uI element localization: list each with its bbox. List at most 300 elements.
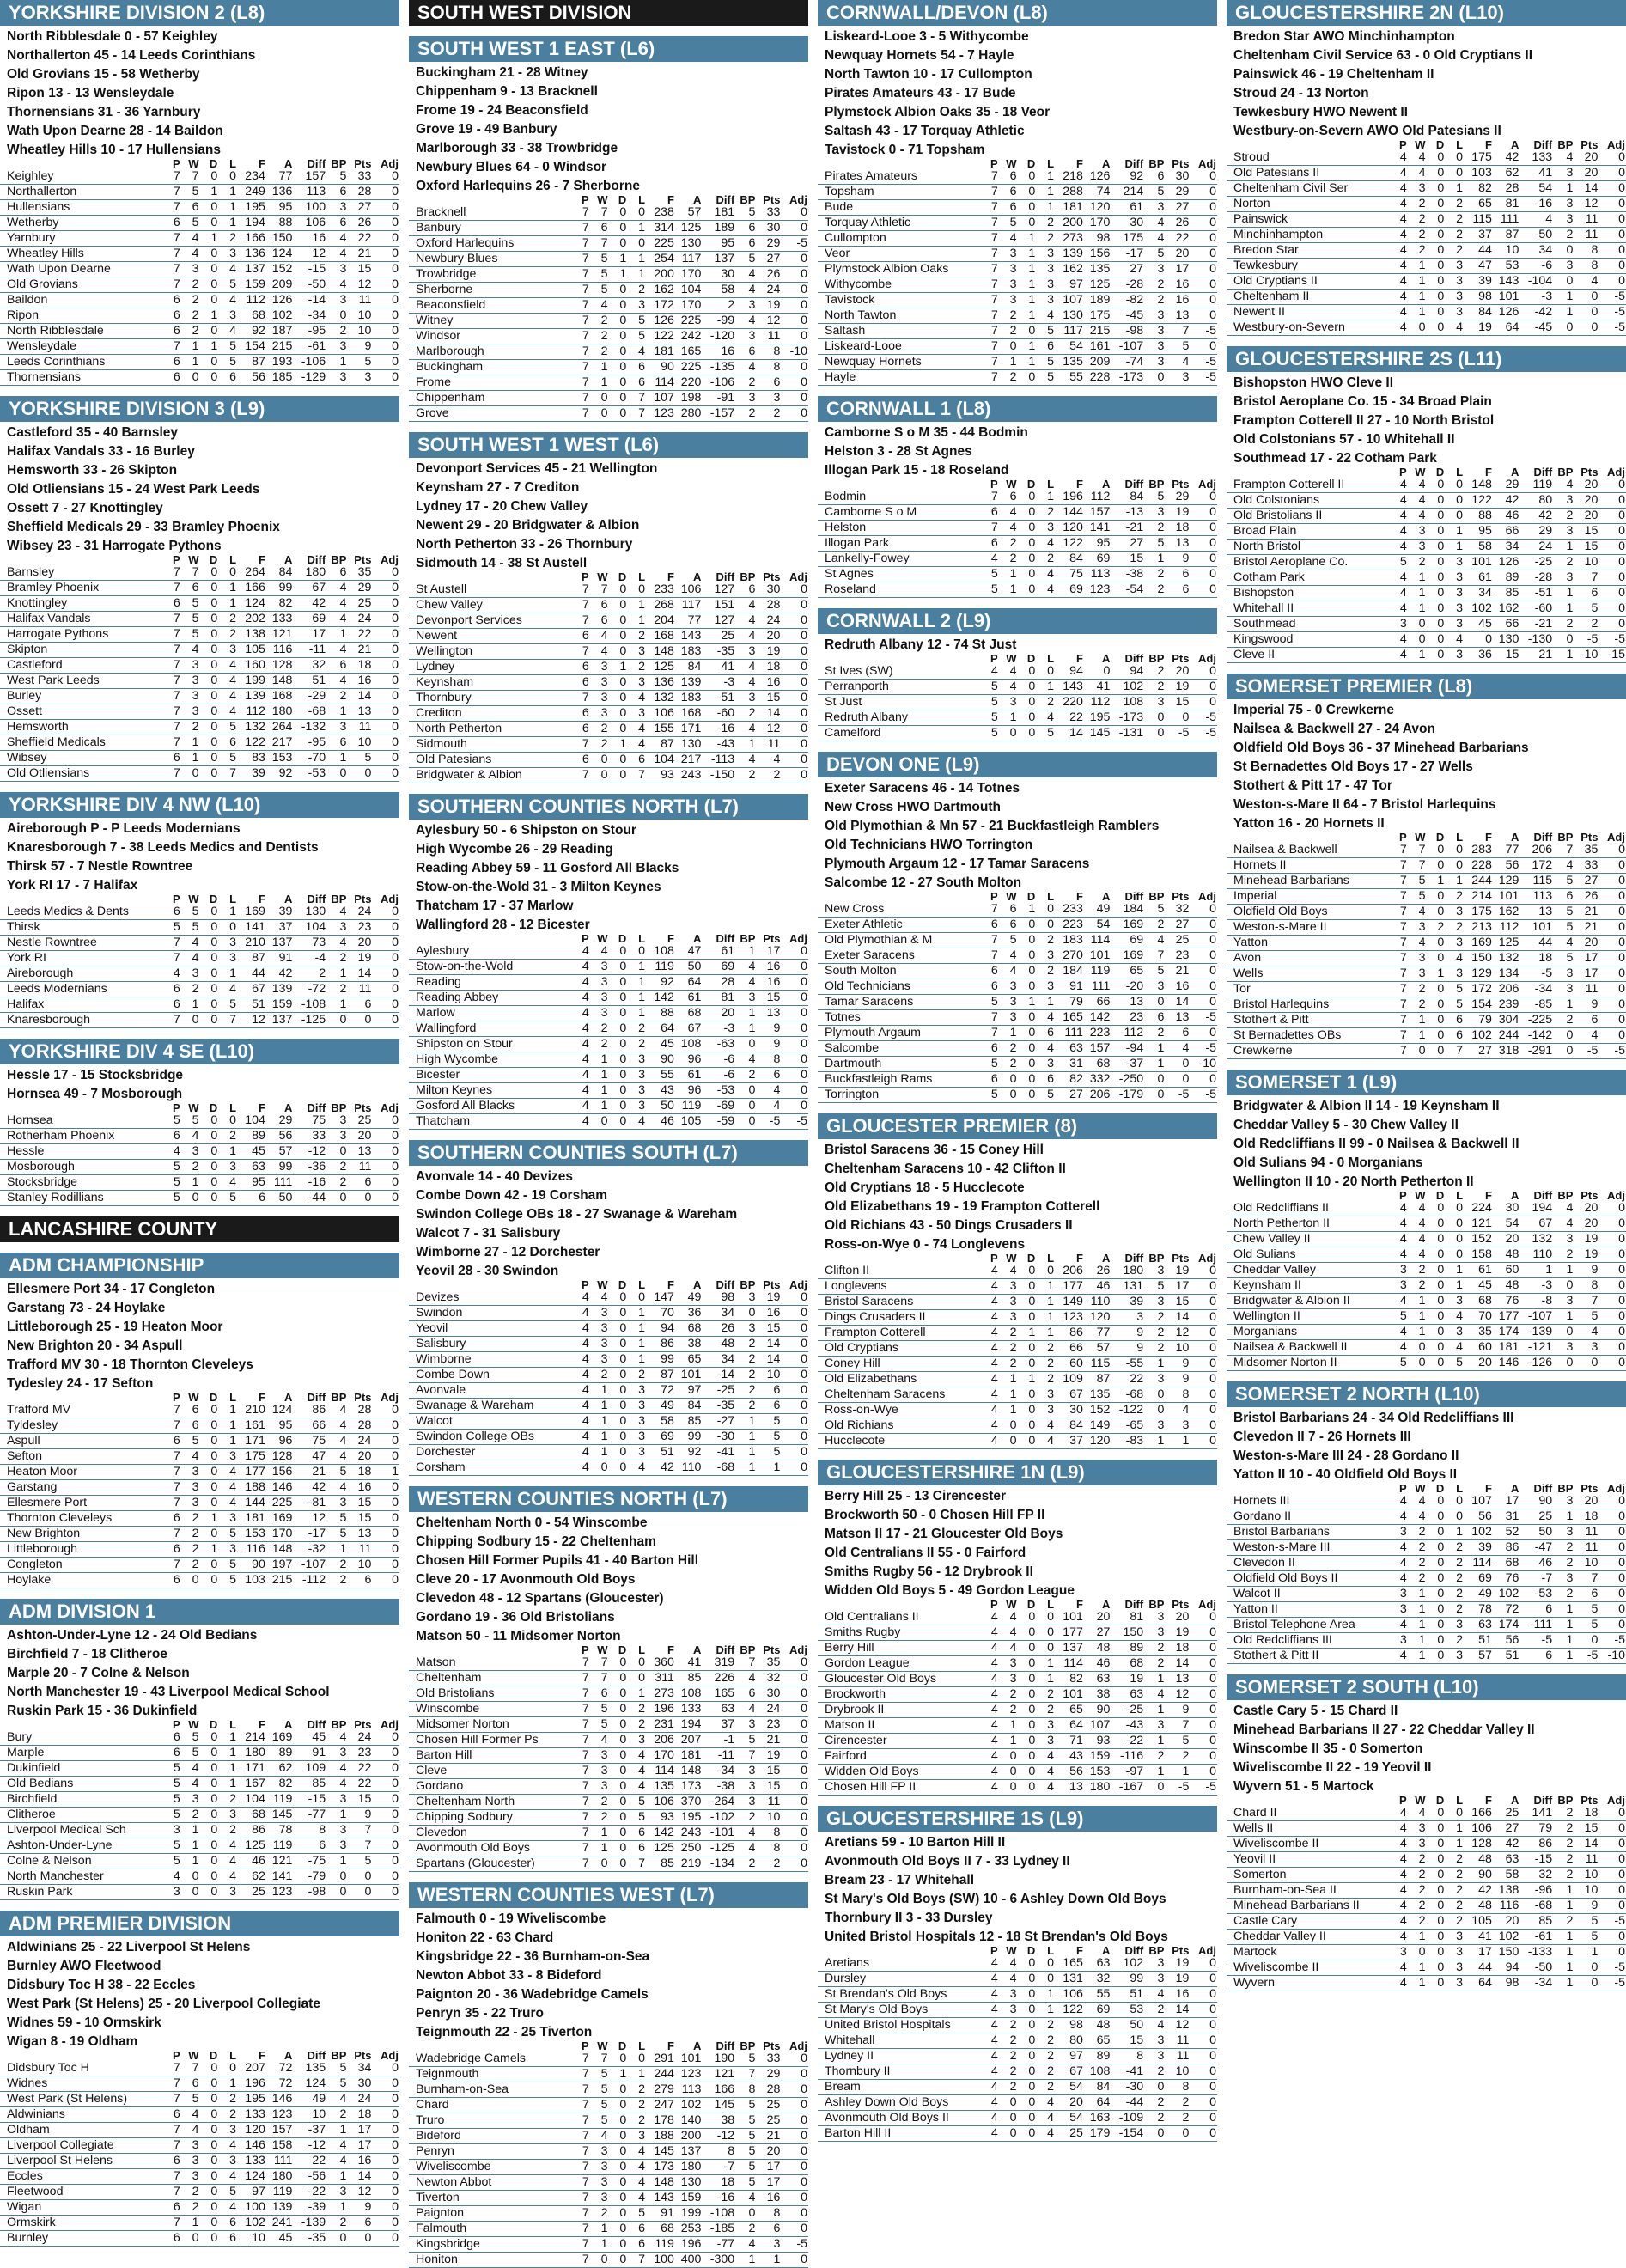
table-row: [818, 1372, 1217, 1387]
match-result: St Bernadettes Old Boys 17 - 27 Wells: [1233, 759, 1473, 774]
match-result: Buckingham 21 - 28 Witney: [416, 65, 588, 80]
stat-cell: 5: [347, 355, 372, 370]
stat-cell: 3: [1389, 1602, 1408, 1618]
stat-cell: 2: [735, 1383, 756, 1399]
stat-cell: 0: [735, 1037, 756, 1052]
stat-cell: 0: [1426, 1232, 1445, 1247]
stat-cell: 163: [1084, 2111, 1111, 2126]
stat-cell: 9: [347, 1808, 372, 1823]
stat-cell: 0: [1599, 1325, 1626, 1340]
stat-cell: 4: [1389, 648, 1408, 663]
stat-cell: 4: [1389, 1201, 1408, 1216]
stat-cell: 3: [590, 1306, 609, 1321]
stat-cell: 7: [162, 2185, 181, 2200]
stat-cell: 6: [999, 200, 1018, 216]
league-section: [409, 0, 808, 26]
column-header: F: [259, 2049, 265, 2062]
stat-cell: 5: [218, 751, 237, 766]
stat-cell: 7: [162, 658, 181, 674]
stat-cell: 7: [571, 691, 590, 706]
stat-cell: 3: [1408, 1821, 1427, 1837]
stat-cell: 3: [1144, 1295, 1165, 1310]
stat-cell: 3: [181, 704, 200, 720]
team-name: Oldfield Old Boys II: [1227, 1571, 1389, 1587]
stat-cell: -5: [1599, 290, 1626, 305]
stat-cell: 5: [1036, 324, 1055, 339]
stat-cell: 2: [1036, 964, 1055, 979]
column-header: Adj: [1607, 831, 1625, 844]
stat-cell: 0: [1599, 1540, 1626, 1556]
table-row: [818, 169, 1217, 185]
stat-cell: 2: [326, 1175, 347, 1191]
match-result: Old Elizabethans 19 - 19 Frampton Cotterell: [825, 1199, 1100, 1214]
stat-cell: 2: [1036, 695, 1055, 710]
column-header: P: [990, 1944, 998, 1957]
stat-cell: 106: [1464, 1821, 1493, 1837]
stat-cell: 3: [590, 1748, 609, 1764]
team-name: Lydney: [409, 660, 571, 675]
stat-cell: 0: [1017, 582, 1036, 598]
stat-cell: 0: [347, 1869, 372, 1885]
stat-cell: 7: [571, 391, 590, 406]
stat-cell: 139: [266, 2200, 293, 2216]
stat-cell: 154: [1464, 997, 1493, 1013]
stat-cell: 3: [1111, 1310, 1144, 1326]
stat-cell: 66: [293, 1418, 326, 1434]
stat-cell: 4: [181, 643, 200, 658]
stat-cell: 20: [1084, 1610, 1111, 1625]
stat-cell: 18: [1574, 1509, 1599, 1525]
stat-cell: 7: [571, 344, 590, 360]
stat-cell: 0: [999, 1418, 1018, 1434]
team-name: Bristol Harlequins: [1227, 997, 1389, 1013]
column-header: BP: [331, 1391, 347, 1404]
table-row: [409, 283, 808, 298]
team-name: St Agnes: [818, 567, 980, 582]
stat-cell: 0: [781, 975, 808, 991]
table-row: [409, 1037, 808, 1052]
stat-cell: 0: [1017, 2018, 1036, 2033]
column-header: L: [1456, 466, 1464, 479]
table-row: [1227, 1602, 1626, 1618]
stat-cell: 103: [1464, 166, 1493, 181]
stat-cell: 3: [999, 1010, 1018, 1026]
stat-cell: 5: [590, 2113, 609, 2129]
stat-cell: 7: [627, 768, 646, 783]
stat-cell: 15: [1111, 2033, 1144, 2049]
stat-cell: 92: [675, 1445, 702, 1460]
team-name: North Bristol: [1227, 540, 1389, 555]
stat-cell: 51: [646, 1445, 675, 1460]
stat-cell: 45: [1464, 1278, 1493, 1294]
stat-cell: 124: [266, 247, 293, 262]
stat-cell: 194: [1519, 1201, 1553, 1216]
table-row: [818, 1703, 1217, 1718]
stat-cell: 3: [999, 1656, 1018, 1672]
stat-cell: 5: [735, 1733, 756, 1748]
stat-cell: 166: [702, 2082, 735, 2098]
column-header: W: [1006, 478, 1017, 491]
stat-cell: 1: [999, 710, 1018, 726]
stat-cell: 2: [1553, 1837, 1574, 1852]
stat-cell: 0: [1190, 1625, 1217, 1641]
team-name: Barton Hill II: [818, 2126, 980, 2142]
stat-cell: 3: [627, 1099, 646, 1114]
table-row: [409, 737, 808, 753]
stat-cell: 0: [781, 675, 808, 691]
stat-cell: 2: [999, 1687, 1018, 1703]
team-name: Wyvern: [1227, 1976, 1389, 1991]
stat-cell: 2: [1408, 228, 1427, 243]
stat-cell: 0: [1599, 1294, 1626, 1309]
table-header-row: [818, 891, 1217, 902]
stat-cell: 20: [1464, 1356, 1493, 1371]
stat-cell: 0: [1599, 1837, 1626, 1852]
stat-cell: 3: [181, 674, 200, 689]
stat-cell: 5: [1553, 874, 1574, 889]
stat-cell: 41: [1464, 1930, 1493, 1945]
team-name: Stanley Rodillians: [0, 1191, 162, 1206]
stat-cell: -120: [702, 329, 735, 344]
stat-cell: 62: [237, 1869, 266, 1885]
stat-cell: -5: [781, 1114, 808, 1130]
stat-cell: 0: [1190, 1672, 1217, 1687]
stat-cell: 54: [1519, 181, 1553, 197]
stat-cell: 5: [162, 1113, 181, 1129]
column-header: D: [1435, 1482, 1445, 1495]
stat-cell: 0: [781, 1290, 808, 1306]
column-header: Diff: [716, 1643, 735, 1656]
stat-cell: 50: [1111, 2018, 1144, 2033]
stat-cell: 5: [1408, 889, 1427, 905]
stat-cell: 108: [1111, 695, 1144, 710]
stat-cell: 0: [372, 982, 399, 997]
stat-cell: 0: [1190, 1279, 1217, 1295]
stat-cell: 3: [181, 1465, 200, 1480]
stat-cell: 51: [1464, 1633, 1493, 1649]
stat-cell: 1: [1036, 1310, 1055, 1326]
stat-cell: 5: [980, 1088, 999, 1103]
stat-cell: 9: [1574, 1899, 1599, 1914]
match-result: Kingsbridge 22 - 36 Burnham-on-Sea: [416, 1949, 650, 1964]
table-row: [409, 360, 808, 375]
table-row: [409, 1099, 808, 1114]
stat-cell: 0: [608, 944, 627, 960]
team-name: Kingswood: [1227, 632, 1389, 648]
stat-cell: 1: [735, 1445, 756, 1460]
stat-cell: 7: [1165, 324, 1190, 339]
stat-cell: 0: [1426, 1263, 1445, 1278]
stat-cell: 101: [1519, 920, 1553, 936]
stat-cell: -134: [702, 1856, 735, 1872]
stat-cell: 165: [1055, 1956, 1084, 1972]
stat-cell: 170: [646, 1748, 675, 1764]
stat-cell: 5: [590, 267, 609, 283]
stat-cell: 90: [646, 360, 675, 375]
stat-cell: 4: [735, 1702, 756, 1717]
stat-cell: 0: [1426, 601, 1445, 617]
stat-cell: 93: [646, 1810, 675, 1826]
stat-cell: 66: [1055, 1341, 1084, 1357]
stat-cell: 4: [735, 1052, 756, 1068]
match-result: York RI 17 - 7 Halifax: [7, 878, 138, 893]
column-header: A: [693, 193, 702, 206]
stat-cell: 0: [1144, 1072, 1165, 1088]
stat-cell: 66: [1493, 617, 1519, 632]
stat-cell: 0: [1165, 1072, 1190, 1088]
stat-cell: 6: [162, 1511, 181, 1527]
table-row: [818, 2080, 1217, 2095]
stat-cell: 155: [646, 722, 675, 737]
stat-cell: 10: [237, 2231, 266, 2247]
stat-cell: 3: [735, 1290, 756, 1306]
league-table: [0, 1102, 399, 1206]
stat-cell: 4: [218, 262, 237, 277]
stat-cell: 0: [1190, 567, 1217, 582]
stat-cell: 46: [1519, 1556, 1553, 1571]
stat-cell: 181: [1055, 200, 1084, 216]
stat-cell: 43: [1055, 1749, 1084, 1765]
stat-cell: 2: [1144, 1026, 1165, 1041]
stat-cell: 9: [1165, 552, 1190, 567]
stat-cell: 3: [1144, 262, 1165, 277]
stat-cell: 4: [1445, 632, 1464, 648]
stat-cell: 2: [1445, 212, 1464, 228]
stat-cell: 0: [372, 1480, 399, 1496]
stat-cell: 56: [1493, 858, 1519, 874]
table-row: [409, 975, 808, 991]
stat-cell: 5: [1574, 1914, 1599, 1930]
stat-cell: 220: [675, 375, 702, 391]
team-name: Cheltenham II: [1227, 290, 1389, 305]
stat-cell: 0: [372, 1527, 399, 1542]
stat-cell: 0: [1599, 1525, 1626, 1540]
stat-cell: 199: [237, 674, 266, 689]
stat-cell: 0: [608, 1717, 627, 1733]
match-result: Devonport Services 45 - 21 Wellington: [416, 461, 658, 476]
stat-cell: 6: [590, 613, 609, 629]
stat-cell: 4: [1408, 166, 1427, 181]
column-header: L: [1047, 890, 1055, 903]
stat-cell: 56: [1055, 1765, 1084, 1780]
stat-cell: 0: [1426, 1356, 1445, 1371]
stat-cell: 0: [781, 991, 808, 1006]
column-header: [0, 1102, 162, 1113]
table-row: [818, 1734, 1217, 1749]
column-header: BP: [331, 553, 347, 566]
match-result: Weston-s-Mare II 64 - 7 Bristol Harlequins: [1233, 797, 1496, 812]
stat-cell: 123: [266, 1885, 293, 1900]
stat-cell: 128: [266, 658, 293, 674]
stat-cell: 7: [1389, 1013, 1408, 1028]
stat-cell: 0: [1190, 1987, 1217, 2003]
stat-cell: 50: [1519, 1525, 1553, 1540]
stat-cell: 4: [1408, 150, 1427, 166]
stat-cell: 17: [347, 2123, 372, 2138]
stat-cell: 119: [266, 1838, 293, 1854]
stat-cell: 5: [1036, 726, 1055, 741]
team-name: Bridgwater & Albion: [409, 768, 571, 783]
stat-cell: 4: [980, 2080, 999, 2095]
stat-cell: 4: [1036, 582, 1055, 598]
stat-cell: 4: [735, 753, 756, 768]
stat-cell: 7: [1389, 951, 1408, 966]
match-result: Oxford Harlequins 26 - 7 Sherborne: [416, 179, 640, 193]
stat-cell: 1: [1144, 1765, 1165, 1780]
stat-cell: 5: [1144, 1279, 1165, 1295]
team-name: Wimborne: [409, 1352, 571, 1368]
stat-cell: 5: [181, 1746, 200, 1761]
table-row: [818, 1326, 1217, 1341]
stat-cell: 5: [590, 1717, 609, 1733]
column-header: W: [188, 1391, 199, 1404]
stat-cell: 74: [1084, 185, 1111, 200]
stat-cell: 4: [1165, 1403, 1190, 1418]
stat-cell: 38: [702, 2113, 735, 2129]
team-name: Wiveliscombe II: [1227, 1837, 1389, 1852]
column-header: [818, 653, 980, 664]
team-name: Camelford: [818, 726, 980, 741]
team-name: Heaton Moor: [0, 1465, 162, 1480]
stat-cell: 7: [571, 768, 590, 783]
team-name: Gloucester Old Boys: [818, 1672, 980, 1687]
stat-cell: 16: [756, 960, 781, 975]
table-row: [0, 2200, 399, 2216]
table-row: [1227, 181, 1626, 197]
stat-cell: 0: [199, 2123, 218, 2138]
stat-cell: 117: [1055, 324, 1084, 339]
match-result: Yatton II 10 - 40 Oldfield Old Boys II: [1233, 1467, 1458, 1482]
stat-cell: 29: [756, 2067, 781, 2082]
stat-cell: 6: [218, 370, 237, 386]
stat-cell: 3: [1389, 1945, 1408, 1960]
stat-cell: 6: [347, 1573, 372, 1588]
stat-cell: -68: [293, 704, 326, 720]
stat-cell: 4: [1389, 632, 1408, 648]
stat-cell: 189: [1084, 293, 1111, 308]
stat-cell: 1: [1408, 1013, 1427, 1028]
stat-cell: 125: [646, 660, 675, 675]
stat-cell: 2: [1574, 617, 1599, 632]
stat-cell: 0: [372, 735, 399, 751]
stat-cell: 7: [571, 2206, 590, 2222]
stat-cell: 180: [293, 565, 326, 581]
stat-cell: 0: [199, 2154, 218, 2169]
stat-cell: 4: [627, 1779, 646, 1795]
stat-cell: 4: [1574, 274, 1599, 290]
stat-cell: -167: [1111, 1780, 1144, 1796]
table-row: [0, 735, 399, 751]
team-name: Eccles: [0, 2169, 162, 2185]
stat-cell: 3: [1144, 1956, 1165, 1972]
table-row: [1227, 1960, 1626, 1976]
stat-cell: 81: [1111, 1610, 1144, 1625]
stat-cell: -10: [1190, 1057, 1217, 1072]
stat-cell: 4: [326, 612, 347, 627]
stat-cell: -264: [702, 1795, 735, 1810]
stat-cell: 4: [181, 1449, 200, 1465]
table-row: [818, 1088, 1217, 1103]
match-result: Clevedon II 7 - 26 Hornets III: [1233, 1430, 1411, 1444]
stat-cell: 1: [1553, 1899, 1574, 1914]
table-row: [818, 1987, 1217, 2003]
stat-cell: 18: [1165, 521, 1190, 536]
stat-cell: 0: [1190, 1749, 1217, 1765]
stat-cell: 195: [237, 200, 266, 216]
stat-cell: 7: [571, 598, 590, 613]
stat-cell: 7: [162, 766, 181, 782]
stat-cell: 22: [347, 231, 372, 247]
stat-cell: 370: [675, 1795, 702, 1810]
column-header: Diff: [307, 2049, 326, 2062]
stat-cell: 0: [1426, 570, 1445, 586]
team-name: Cleve II: [1227, 648, 1389, 663]
stat-cell: 0: [1017, 1357, 1036, 1372]
table-row: [409, 582, 808, 598]
column-header: P: [1399, 1482, 1407, 1495]
stat-cell: 99: [1111, 1972, 1144, 1987]
stat-cell: 170: [675, 298, 702, 314]
stat-cell: 1: [1017, 262, 1036, 277]
stat-cell: 243: [675, 768, 702, 783]
stat-cell: 2: [627, 1037, 646, 1052]
stat-cell: 0: [199, 293, 218, 308]
stat-cell: 0: [608, 753, 627, 768]
stat-cell: 4: [162, 1869, 181, 1885]
stat-cell: 190: [702, 2052, 735, 2067]
table-row: [0, 200, 399, 216]
stat-cell: 5: [1553, 920, 1574, 936]
stat-cell: 4: [980, 2003, 999, 2018]
stat-cell: 101: [1493, 889, 1519, 905]
stat-cell: -12: [293, 2138, 326, 2154]
stat-cell: 62: [1493, 166, 1519, 181]
stat-cell: 0: [1190, 2033, 1217, 2049]
stat-cell: 1: [1408, 1294, 1427, 1309]
stat-cell: 130: [1493, 632, 1519, 648]
stat-cell: 243: [675, 1826, 702, 1841]
stat-cell: 3: [162, 1823, 181, 1838]
column-header: P: [1399, 466, 1407, 479]
stat-cell: 0: [1426, 1649, 1445, 1664]
stat-cell: 0: [1445, 1201, 1464, 1216]
stat-cell: 1: [218, 216, 237, 231]
stat-cell: 223: [1084, 1026, 1111, 1041]
stat-cell: 4: [1389, 1556, 1408, 1571]
table-row: [409, 1383, 808, 1399]
stat-cell: 1: [218, 596, 237, 612]
stat-cell: 3: [218, 1511, 237, 1527]
team-name: Birchfield: [0, 1792, 162, 1808]
stat-cell: 4: [1445, 1340, 1464, 1356]
stat-cell: 1: [372, 1465, 399, 1480]
stat-cell: 5: [181, 185, 200, 200]
stat-cell: -5: [1190, 355, 1217, 370]
stat-cell: 7: [1408, 843, 1427, 858]
stat-cell: 1: [1036, 1987, 1055, 2003]
stat-cell: 7: [735, 1655, 756, 1671]
stat-cell: 4: [980, 1357, 999, 1372]
stat-cell: 4: [980, 2095, 999, 2111]
stat-cell: 7: [1574, 1571, 1599, 1587]
match-result: Avonmouth Old Boys II 7 - 33 Lydney II: [825, 1854, 1070, 1869]
match-result: North Manchester 19 - 43 Liverpool Medical School: [7, 1685, 330, 1699]
stat-cell: 3: [181, 689, 200, 704]
stat-cell: 2: [218, 1129, 237, 1144]
stat-cell: 5: [735, 252, 756, 267]
stat-cell: 0: [199, 1792, 218, 1808]
stat-cell: 126: [1084, 169, 1111, 185]
